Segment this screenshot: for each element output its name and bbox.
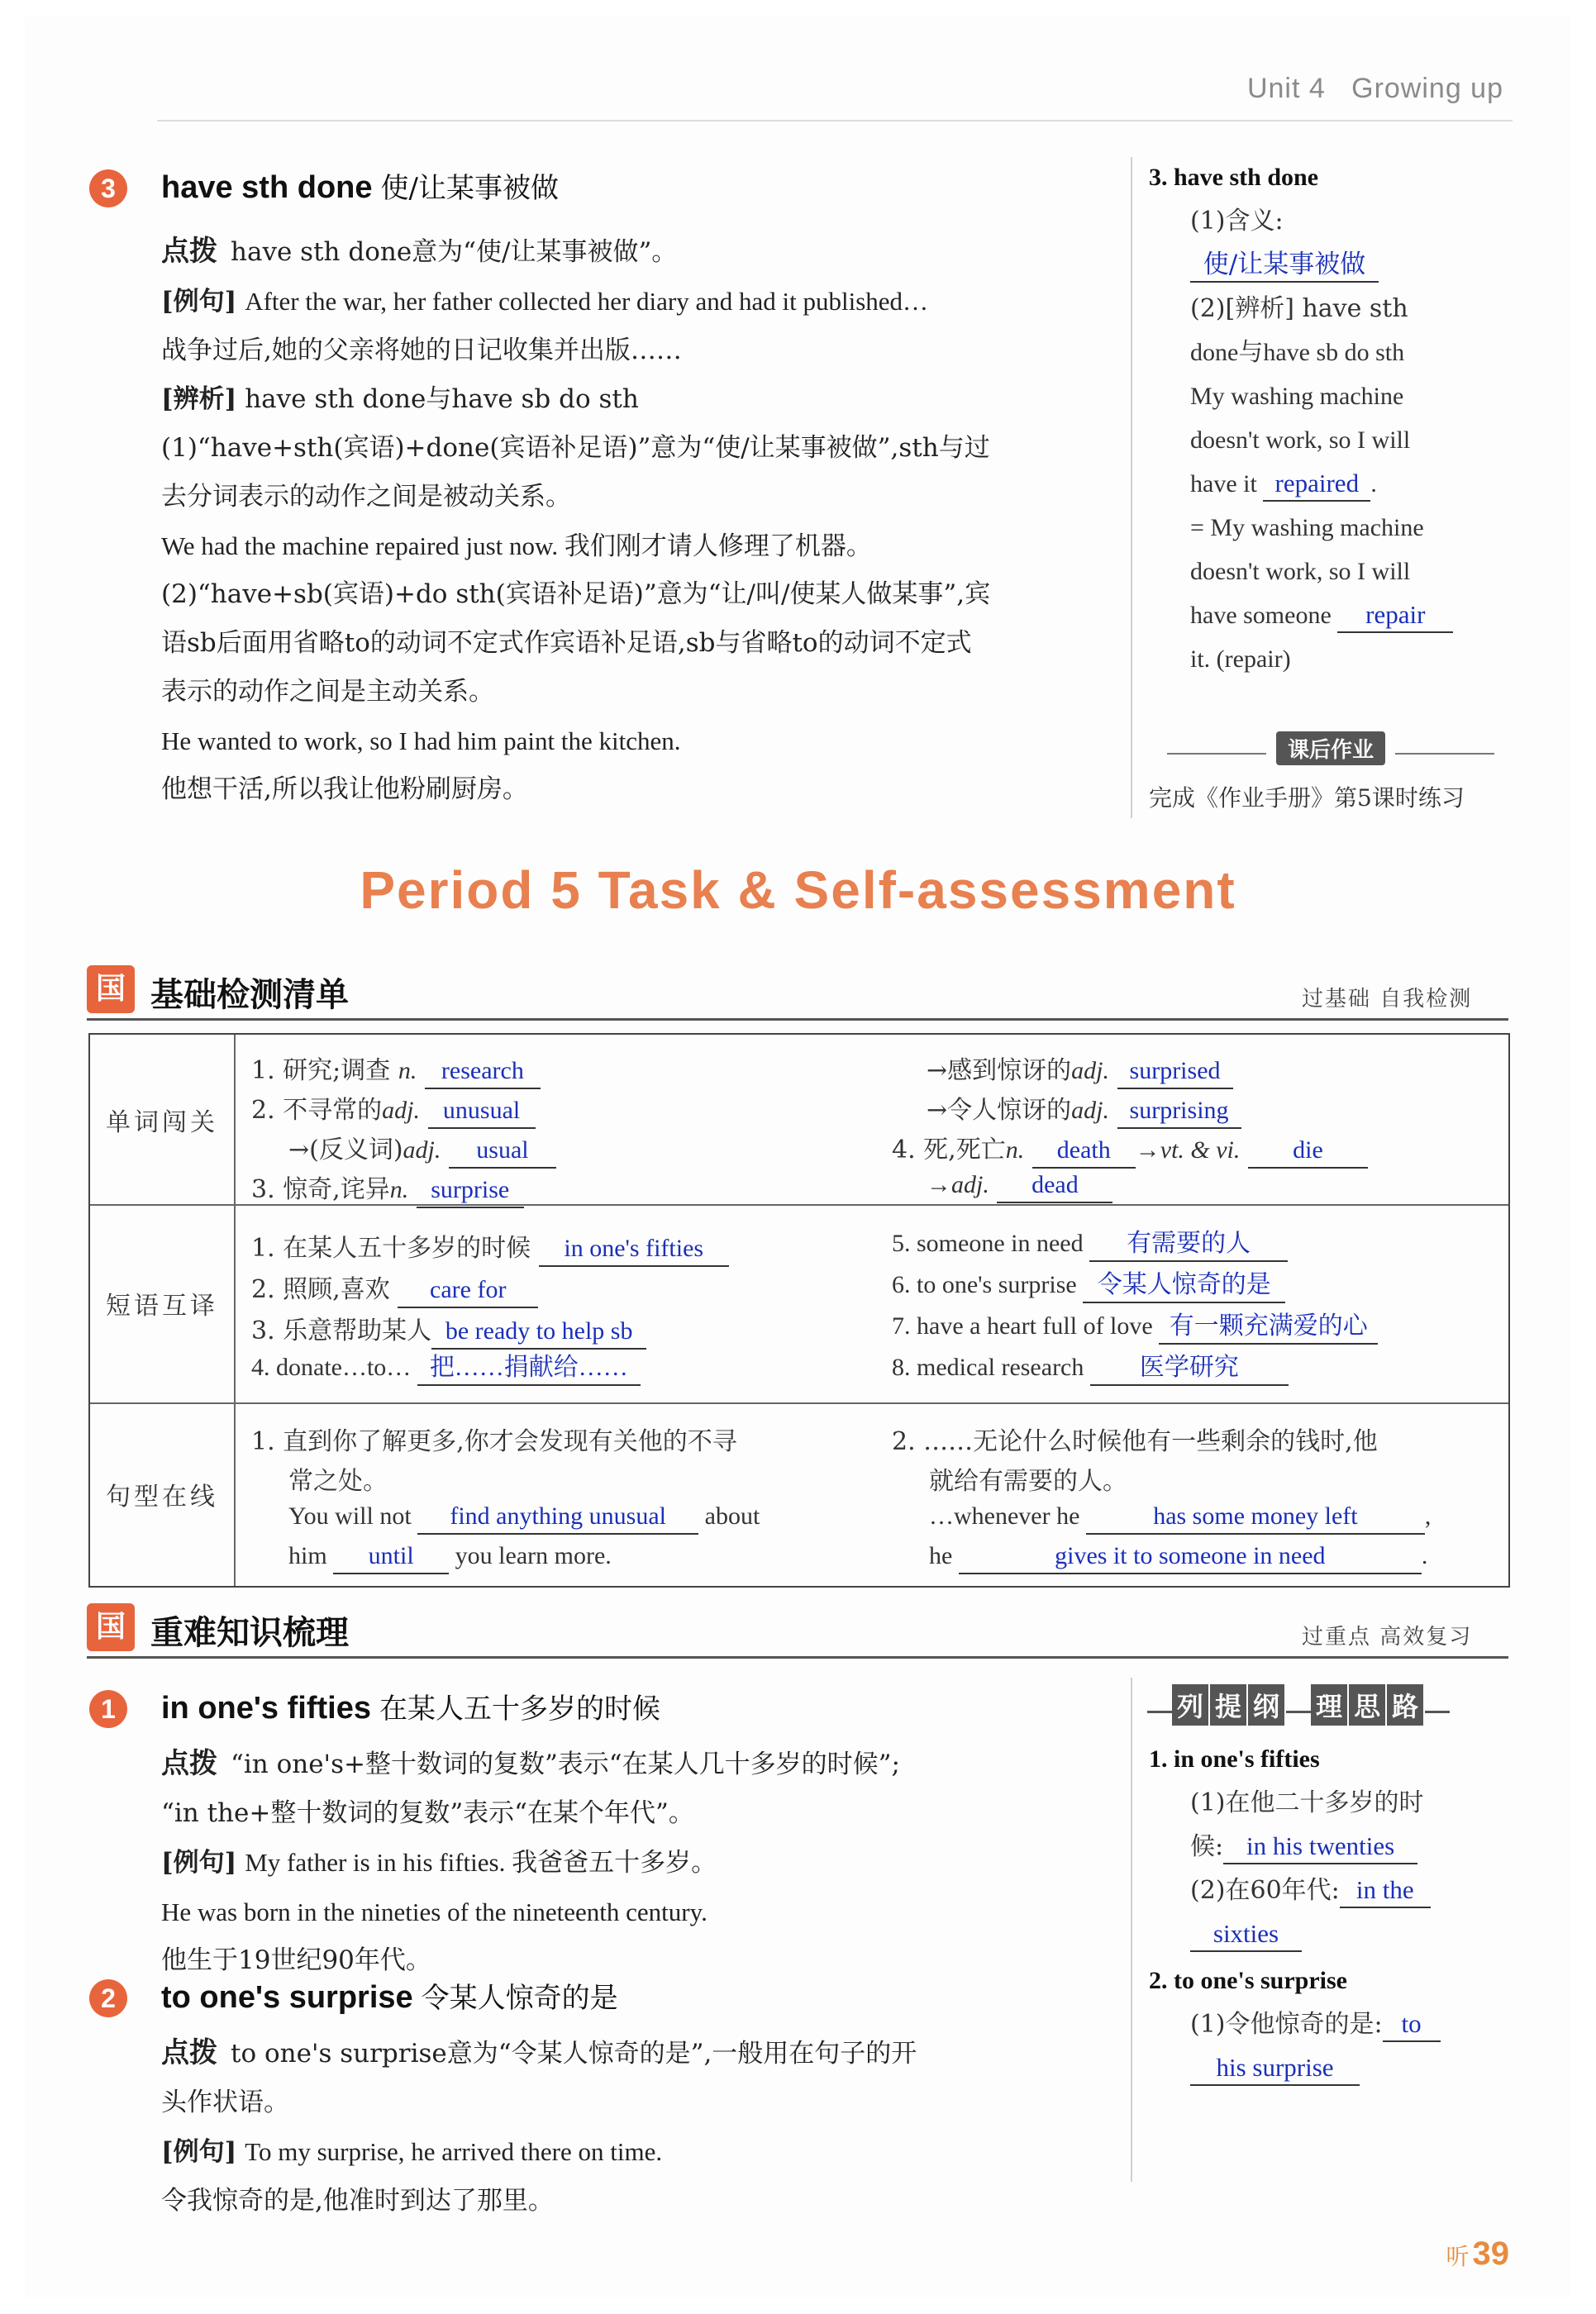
pos: adj. bbox=[382, 1097, 421, 1124]
punctuation: . bbox=[1370, 470, 1377, 498]
side-line: have it bbox=[1190, 470, 1257, 498]
comparison-label: [辨析] bbox=[161, 384, 237, 414]
banner-char: 纲 bbox=[1248, 1684, 1284, 1726]
tip-text: have sth done意为“使/让某事被做”。 bbox=[231, 237, 678, 267]
table-cell bbox=[929, 1500, 1431, 1535]
answer-blank[interactable]: surprised bbox=[1117, 1055, 1233, 1089]
rule-2-cont: 语sb后面用省略to的动词不定式作宾语补足语,sb与省略to的动词不定式 bbox=[161, 628, 972, 658]
item-title-cn: 在某人五十多岁的时候 bbox=[379, 1693, 660, 1726]
table-cell bbox=[288, 1500, 760, 1535]
example-en: After the war, her father collected her diary and had it published… bbox=[245, 287, 929, 316]
example-cn: 他生于19世纪90年代。 bbox=[161, 1945, 431, 1975]
banner-char: 路 bbox=[1387, 1684, 1423, 1726]
cell-text: →令人惊讶的 bbox=[927, 1096, 1072, 1125]
divider bbox=[1147, 1711, 1172, 1713]
example-label: [例句] bbox=[161, 2137, 237, 2167]
item2-body bbox=[161, 2029, 1120, 2226]
rule-2-example-en: He wanted to work, so I had him paint the kitchen. bbox=[161, 726, 681, 755]
table-cell bbox=[251, 1169, 524, 1208]
side-line: doesn't work, so I will bbox=[1190, 426, 1411, 454]
pos: adj. bbox=[403, 1136, 441, 1164]
side-line: 候: bbox=[1190, 1832, 1224, 1861]
answer-blank[interactable]: in the bbox=[1340, 1874, 1431, 1908]
side-question: 1. in one's fifties bbox=[1149, 1745, 1320, 1773]
table-cell bbox=[892, 1310, 1378, 1345]
section-icon: 国 bbox=[87, 965, 135, 1013]
cell-text: 7. have a heart full of love bbox=[892, 1312, 1153, 1340]
table-cell bbox=[929, 1540, 1427, 1574]
table-cell: 2. ……无论什么时候他有一些剩余的钱时,他 bbox=[892, 1427, 1378, 1456]
side-line: doesn't work, so I will bbox=[1190, 558, 1411, 585]
example-en: To my surprise, he arrived there on time. bbox=[245, 2137, 663, 2166]
item-title-cn: 令某人惊奇的是 bbox=[421, 1982, 618, 2015]
side-column-divider bbox=[1131, 157, 1132, 818]
side-line: done与have sb do sth bbox=[1190, 339, 1405, 366]
item-title bbox=[161, 1975, 618, 2016]
pos: →vt. & vi. bbox=[1135, 1136, 1241, 1164]
example-cn: 战争过后,她的父亲将她的日记收集并出版…… bbox=[161, 336, 682, 365]
comparison-text: have sth done与have sb do sth bbox=[245, 384, 639, 414]
answer-blank[interactable]: find anything unusual bbox=[417, 1500, 698, 1535]
item-title bbox=[161, 165, 559, 206]
page-prefix: 听 bbox=[1446, 2244, 1470, 2269]
example-label: [例句] bbox=[161, 287, 237, 317]
item-number-badge: 3 bbox=[89, 169, 127, 207]
answer-blank[interactable]: research bbox=[425, 1055, 541, 1089]
banner-char: 提 bbox=[1210, 1684, 1246, 1726]
cell-text: , bbox=[1424, 1502, 1432, 1530]
table-cell bbox=[251, 1351, 641, 1386]
pos: n. bbox=[398, 1057, 417, 1084]
item-title-en: have sth done bbox=[161, 170, 373, 205]
cell-text: 4. donate…to… bbox=[251, 1354, 412, 1381]
table-cell bbox=[288, 1129, 556, 1169]
table-cell: 1. 直到你了解更多,你才会发现有关他的不寻 bbox=[251, 1427, 737, 1456]
side-line: My washing machine bbox=[1190, 383, 1404, 410]
side-line: (1)在他二十多岁的时 bbox=[1190, 1788, 1424, 1817]
item-title-en: to one's surprise bbox=[161, 1980, 413, 2015]
tip-text: 头作状语。 bbox=[161, 2088, 289, 2117]
homework-note bbox=[1149, 731, 1513, 813]
table-cell bbox=[251, 1089, 536, 1129]
divider bbox=[1395, 753, 1494, 755]
answer-blank[interactable]: usual bbox=[449, 1134, 556, 1169]
outline-banner bbox=[1147, 1684, 1511, 1726]
section-subtitle: 过基础 自我检测 bbox=[1302, 987, 1473, 1012]
rule-1-cont: 去分词表示的动作之间是被动关系。 bbox=[161, 482, 571, 512]
rule-1: (1)“have+sth(宾语)+done(宾语补足语)”意为“使/让某事被做”,sth与过 bbox=[161, 433, 990, 463]
answer-blank[interactable]: dead bbox=[997, 1169, 1112, 1203]
answer-blank[interactable]: in his twenties bbox=[1223, 1830, 1417, 1864]
table-cell bbox=[927, 1050, 1233, 1089]
divider bbox=[1167, 753, 1266, 755]
answer-blank[interactable]: die bbox=[1248, 1134, 1368, 1169]
answer-blank[interactable]: gives it to someone in need bbox=[959, 1540, 1422, 1574]
cell-text: 4. 死,死亡 bbox=[892, 1136, 1006, 1164]
table-cell bbox=[251, 1310, 646, 1350]
table-cell: 就给有需要的人。 bbox=[929, 1467, 1127, 1496]
side-line: (2)[辨析] have sth bbox=[1190, 294, 1408, 323]
side-line: (1)令他惊奇的是: bbox=[1190, 2010, 1383, 2039]
homework-text: 完成《作业手册》第5课时练习 bbox=[1149, 784, 1465, 812]
item-title-cn: 使/让某事被做 bbox=[380, 172, 559, 205]
period-title: Period 5 Task & Self-assessment bbox=[360, 860, 1236, 920]
answer-blank[interactable]: surprise bbox=[417, 1174, 524, 1208]
answer-blank[interactable]: 医学研究 bbox=[1090, 1351, 1289, 1386]
answer-blank[interactable]: care for bbox=[398, 1274, 538, 1308]
table-cell bbox=[927, 1169, 1112, 1203]
section-subtitle: 过重点 高效复习 bbox=[1302, 1625, 1473, 1650]
side-line: have someone bbox=[1190, 602, 1332, 629]
side-column-divider bbox=[1131, 1678, 1132, 2182]
banner-char: 思 bbox=[1349, 1684, 1385, 1726]
tip-label: 点拨 bbox=[161, 2037, 217, 2069]
pos: n. bbox=[389, 1176, 409, 1203]
side-question: 3. have sth done bbox=[1149, 164, 1319, 191]
pos: →adj. bbox=[927, 1171, 989, 1198]
tip-label: 点拨 bbox=[161, 236, 217, 267]
tip-text: to one's surprise意为“令某人惊奇的是”,一般用在句子的开 bbox=[231, 2039, 917, 2069]
banner-char: 理 bbox=[1311, 1684, 1347, 1726]
answer-blank[interactable]: in one's fifties bbox=[539, 1232, 729, 1267]
tip-text: “in one's+整十数词的复数”表示“在某人几十多岁的时候”; bbox=[231, 1750, 900, 1779]
row-header: 短语互译 bbox=[90, 1204, 236, 1402]
table-cell bbox=[892, 1129, 1368, 1169]
cell-text: 3. 惊奇,诧异 bbox=[251, 1175, 390, 1204]
side-line: (2)在60年代: bbox=[1190, 1876, 1340, 1905]
table-cell bbox=[251, 1227, 729, 1267]
table-row bbox=[90, 1402, 1508, 1586]
rule-1-example: We had the machine repaired just now. 我们刚才请人修理了机器。 bbox=[161, 531, 872, 560]
pos: adj. bbox=[1071, 1057, 1109, 1084]
unit-title: Growing up bbox=[1351, 73, 1503, 104]
rule-2-example-cn: 他想干活,所以我让他粉刷厨房。 bbox=[161, 774, 528, 804]
side-notes-item1 bbox=[1149, 1737, 1463, 1956]
table-row bbox=[90, 1035, 1508, 1206]
cell-text: 2. 不寻常的 bbox=[251, 1096, 383, 1125]
cell-text: →(反义词) bbox=[288, 1136, 403, 1164]
answer-blank[interactable]: 有需要的人 bbox=[1089, 1227, 1288, 1262]
table-cell bbox=[927, 1089, 1241, 1129]
unit-header bbox=[1247, 73, 1503, 105]
example-cn: 令我惊奇的是,他准时到达了那里。 bbox=[161, 2186, 554, 2216]
page-number bbox=[1446, 2235, 1509, 2273]
cell-text: 8. medical research bbox=[892, 1354, 1084, 1381]
answer-blank[interactable]: unusual bbox=[428, 1094, 536, 1129]
item-title bbox=[161, 1686, 660, 1726]
item3-body bbox=[161, 227, 1120, 814]
example-en: He was born in the nineties of the nineteenth century. bbox=[161, 1897, 707, 1926]
cell-text: 1. 研究;调查 bbox=[251, 1056, 391, 1085]
answer-blank[interactable]: 有一颗充满爱的心 bbox=[1159, 1310, 1378, 1345]
cell-text: 3. 乐意帮助某人 bbox=[251, 1317, 432, 1345]
pos: n. bbox=[1005, 1136, 1025, 1164]
answer-blank[interactable]: 令某人惊奇的是 bbox=[1083, 1269, 1285, 1303]
tip-text: “in the+整十数词的复数”表示“在某个年代”。 bbox=[161, 1798, 694, 1828]
side-line: (1)含义: bbox=[1190, 207, 1284, 236]
unit-label: Unit 4 bbox=[1246, 73, 1326, 104]
header-divider bbox=[157, 120, 1513, 121]
cell-text: him bbox=[288, 1542, 327, 1569]
banner-char: 列 bbox=[1172, 1684, 1208, 1726]
row-header: 单词闯关 bbox=[90, 1035, 236, 1204]
rule-2: (2)“have+sb(宾语)+do sth(宾语补足语)”意为“让/叫/使某人做某事”,宾 bbox=[161, 579, 991, 609]
item-number-badge: 1 bbox=[89, 1690, 127, 1728]
answer-blank[interactable]: until bbox=[333, 1540, 449, 1574]
rule-2-cont-2: 表示的动作之间是主动关系。 bbox=[161, 677, 494, 707]
table-cell bbox=[892, 1269, 1285, 1303]
cell-text: you learn more. bbox=[455, 1542, 612, 1569]
answer-blank[interactable]: has some money left bbox=[1086, 1500, 1425, 1535]
section-rule bbox=[87, 1018, 1508, 1021]
answer-blank[interactable]: surprising bbox=[1117, 1094, 1241, 1129]
table-row bbox=[90, 1204, 1508, 1404]
example-label: [例句] bbox=[161, 1848, 237, 1878]
homework-badge: 课后作业 bbox=[1276, 731, 1385, 765]
answer-blank[interactable]: sixties bbox=[1190, 1917, 1302, 1952]
section-title: 基础检测清单 bbox=[150, 976, 349, 1014]
vocab-check-table bbox=[88, 1033, 1510, 1588]
section-title: 重难知识梳理 bbox=[150, 1614, 349, 1652]
answer-blank[interactable]: 使/让某事被做 bbox=[1190, 248, 1379, 283]
tip-label: 点拨 bbox=[161, 1748, 217, 1779]
cell-text: 5. someone in need bbox=[892, 1230, 1084, 1257]
answer-blank[interactable]: be ready to help sb bbox=[431, 1315, 646, 1350]
cell-text: he bbox=[929, 1542, 953, 1569]
table-cell: 常之处。 bbox=[288, 1467, 388, 1496]
answer-blank[interactable]: to bbox=[1383, 2007, 1441, 2042]
cell-text: …whenever he bbox=[929, 1502, 1080, 1530]
table-cell bbox=[251, 1269, 538, 1308]
item-title-en: in one's fifties bbox=[161, 1691, 371, 1726]
side-line: it. (repair) bbox=[1190, 645, 1291, 673]
answer-blank[interactable]: death bbox=[1032, 1134, 1136, 1169]
side-question: 2. to one's surprise bbox=[1149, 1967, 1347, 1994]
divider bbox=[1286, 1711, 1311, 1713]
example-en: My father is in his fifties. 我爸爸五十多岁。 bbox=[245, 1848, 717, 1877]
cell-text: 6. to one's surprise bbox=[892, 1271, 1077, 1298]
answer-blank[interactable]: repaired bbox=[1263, 467, 1370, 502]
section-icon: 国 bbox=[87, 1603, 135, 1651]
cell-text: 1. 在某人五十多岁的时候 bbox=[251, 1234, 531, 1263]
divider bbox=[1425, 1711, 1450, 1713]
answer-blank[interactable]: his surprise bbox=[1190, 2051, 1360, 2086]
item1-body bbox=[161, 1740, 1120, 1985]
cell-text: . bbox=[1421, 1542, 1428, 1569]
side-line: = My washing machine bbox=[1190, 514, 1424, 541]
table-cell bbox=[251, 1050, 541, 1089]
cell-text: 2. 照顾,喜欢 bbox=[251, 1275, 390, 1304]
side-notes-item3 bbox=[1149, 155, 1463, 681]
cell-text: You will not bbox=[288, 1502, 412, 1530]
section-rule bbox=[87, 1656, 1508, 1659]
answer-blank[interactable]: repair bbox=[1337, 598, 1453, 633]
row-header: 句型在线 bbox=[90, 1402, 236, 1586]
table-cell bbox=[892, 1351, 1289, 1386]
answer-blank[interactable]: 把……捐献给…… bbox=[417, 1351, 641, 1386]
table-cell bbox=[288, 1540, 612, 1574]
table-cell bbox=[892, 1227, 1288, 1262]
cell-text: about bbox=[704, 1502, 760, 1530]
side-notes-item2 bbox=[1149, 1959, 1463, 2090]
pos: adj. bbox=[1071, 1097, 1109, 1124]
cell-text: →感到惊讶的 bbox=[927, 1056, 1072, 1085]
page-num-value: 39 bbox=[1472, 2235, 1509, 2272]
item-number-badge: 2 bbox=[89, 1979, 127, 2017]
